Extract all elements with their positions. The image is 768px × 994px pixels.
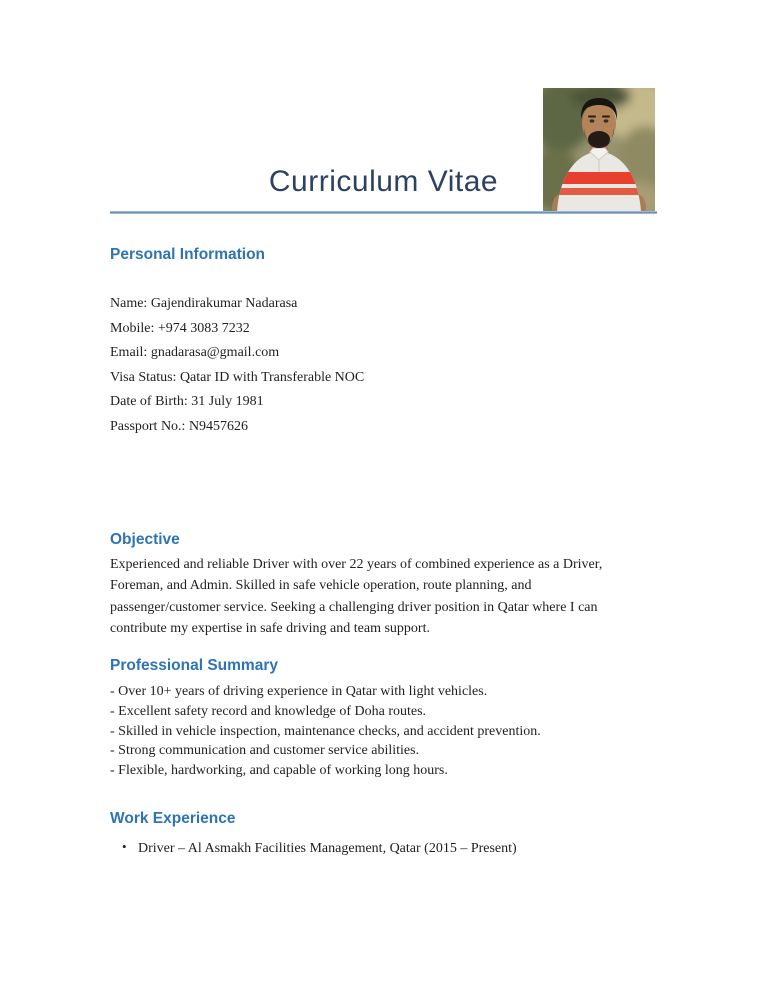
objective-line: contribute my expertise in safe driving and team support. xyxy=(110,620,430,636)
objective-line: passenger/customer service. Seeking a challenging driver position in Qatar where I can xyxy=(110,599,598,615)
bullet-icon: • xyxy=(122,839,127,854)
personal-info-passport: Passport No.: N9457626 xyxy=(110,418,249,434)
summary-item: - Skilled in vehicle inspection, maintenance checks, and accident prevention. xyxy=(110,723,541,739)
objective-line: Experienced and reliable Driver with over 22 years of combined experience as a Driver, xyxy=(110,557,603,572)
objective-paragraph xyxy=(110,554,602,639)
personal-info-mobile: Mobile: +974 3083 7232 xyxy=(110,320,250,336)
personal-info-name: Name: Gajendirakumar Nadarasa xyxy=(110,296,298,311)
section-heading-personal-information: Personal Information xyxy=(110,246,266,263)
personal-info-visa-status: Visa Status: Qatar ID with Transferable NOC xyxy=(110,369,365,385)
professional-summary-list xyxy=(110,682,541,781)
objective-line: Foreman, and Admin. Skilled in safe vehicle operation, route planning, and xyxy=(110,578,532,594)
work-experience-item xyxy=(122,839,517,857)
page-title: Curriculum Vitae xyxy=(268,165,499,198)
personal-info-date-of-birth: Date of Birth: 31 July 1981 xyxy=(110,394,264,410)
title-underline xyxy=(110,211,657,214)
personal-info-email: Email: gnadarasa@gmail.com xyxy=(110,345,280,361)
section-heading-work-experience: Work Experience xyxy=(110,810,236,827)
personal-information-list xyxy=(110,292,364,440)
summary-item: - Over 10+ years of driving experience in Qatar with light vehicles. xyxy=(110,684,488,699)
section-heading-professional-summary: Professional Summary xyxy=(110,657,278,674)
summary-item: - Excellent safety record and knowledge of Doha routes. xyxy=(110,703,427,719)
summary-item: - Flexible, hardworking, and capable of working long hours. xyxy=(110,763,448,779)
work-experience-text: Driver – Al Asmakh Facilities Management, Qatar (2015 – Present) xyxy=(138,841,517,856)
section-heading-objective: Objective xyxy=(110,531,180,548)
summary-item: - Strong communication and customer service abilities. xyxy=(110,743,420,759)
